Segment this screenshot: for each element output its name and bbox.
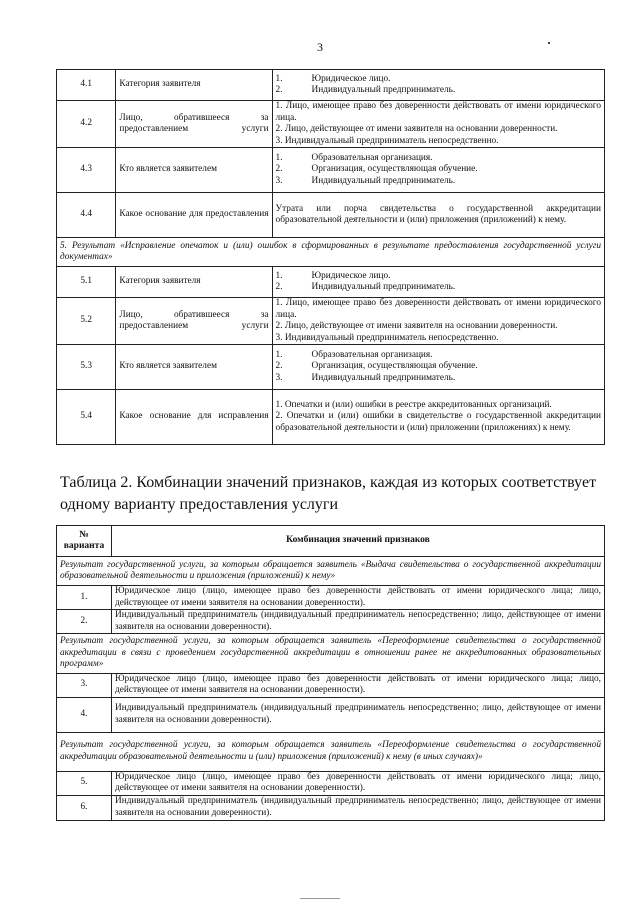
- row-label: [116, 101, 272, 148]
- combination-text: Индивидуальный предприниматель (индивидуальный предприниматель непосредственно; лицо, действующее от имени заявителя на основании доверенности).: [112, 697, 605, 732]
- footer-mark: [300, 898, 340, 899]
- header-variant-number: № варианта: [57, 526, 112, 557]
- combination-text: Индивидуальный предприниматель (индивидуальный предприниматель непосредственно; лицо, действующее от имени заявителя на основании доверенности).: [112, 795, 605, 820]
- list-item-number: 2.: [275, 361, 283, 372]
- row-values: [272, 390, 604, 445]
- row-number: 4.2: [57, 101, 116, 148]
- list-item: [276, 164, 601, 176]
- variant-number: 2.: [57, 610, 112, 634]
- row-label-text: Категория заявителя: [119, 276, 201, 287]
- list-item-text: Индивидуальный предприниматель.: [311, 282, 456, 292]
- table-row: [57, 610, 605, 634]
- section-row: [57, 634, 605, 674]
- list-item-text: Юридическое лицо.: [311, 270, 391, 281]
- section-title: Результат государственной услуги, за которым обращается заявитель «Переоформление свидетельства о государственной аккредитации в связи с проведением государственной аккредитации в отношении ранее не аккредитованных образовательных программ»: [57, 634, 605, 674]
- row-number: 4.3: [57, 148, 116, 193]
- row-number: 4.4: [57, 193, 116, 238]
- list-item: [276, 271, 601, 283]
- list-item-number: 2.: [275, 282, 283, 292]
- value-paragraph: 1. Лицо, имеющее право без доверенности действовать от имени юридического лица.: [275, 101, 601, 123]
- row-number: 4.1: [57, 70, 116, 101]
- value-list: [276, 74, 601, 97]
- table-row: [57, 771, 605, 795]
- list-item-number: 1.: [275, 73, 283, 84]
- row-values: [272, 193, 604, 238]
- list-item: [276, 373, 601, 385]
- combination-text: Юридическое лицо (лицо, имеющее право без доверенности действовать от имени юридического лица; лицо, действующее от имени заявителя на основании доверенности).: [112, 771, 605, 795]
- value-paragraph: 2. Опечатки и (или) ошибки в свидетельстве о государственной аккредитации образовательной деятельности и (или) приложении (приложениях) к нему.: [275, 411, 601, 433]
- value-paragraph: 1. Лицо, имеющее право без доверенности действовать от имени юридического лица.: [275, 298, 601, 320]
- page-number: 3: [317, 40, 323, 54]
- row-label: [116, 345, 272, 390]
- table2-caption: Таблица 2. Комбинации значений признаков, каждая из которых соответствует одному варианту предоставления услуги: [60, 474, 597, 513]
- list-item: [276, 153, 601, 165]
- list-item-text: Индивидуальный предприниматель.: [311, 372, 456, 383]
- list-item-number: 1.: [275, 152, 283, 163]
- table-row: [57, 267, 605, 298]
- row-values: [272, 267, 604, 298]
- row-label: [116, 298, 272, 345]
- value-paragraph: 2. Лицо, действующее от имени заявителя на основании доверенности.: [275, 321, 558, 331]
- row-values: [272, 148, 604, 193]
- header-combination: Комбинация значений признаков: [112, 526, 605, 557]
- list-item-text: Организация, осуществляющая обучение.: [311, 164, 478, 175]
- value-paragraph: 3. Индивидуальный предприниматель непосредственно.: [275, 332, 499, 343]
- section-title: Результат государственной услуги, за которым обращается заявитель «Переоформление свидетельства о государственной аккредитации образовательной деятельности и (или) приложения (приложений) к нему (в иных случаях)»: [57, 732, 605, 771]
- list-item-text: Индивидуальный предприниматель.: [311, 85, 456, 95]
- table-row: [57, 795, 605, 820]
- row-label: [116, 193, 272, 238]
- table-row: [57, 345, 605, 390]
- list-item-number: 1.: [275, 270, 283, 281]
- list-item-number: 3.: [275, 175, 283, 186]
- value-paragraph: Утрата или порча свидетельства о государственной аккредитации образовательной деятельности и (или) приложения (приложений) к нему.: [275, 203, 601, 225]
- table-row: [57, 298, 605, 345]
- table-row: [57, 70, 605, 101]
- row-label: [116, 70, 272, 101]
- combination-text: Индивидуальный предприниматель (индивидуальный предприниматель непосредственно; лицо, действующее от имени заявителя на основании доверенности).: [112, 610, 605, 634]
- value-list: [276, 350, 601, 385]
- list-item-text: Юридическое лицо.: [311, 73, 391, 84]
- variant-number: 1.: [57, 586, 112, 610]
- section-row: [57, 238, 605, 267]
- row-label-text: Кто является заявителем: [119, 361, 217, 372]
- combinations-table: [56, 525, 605, 821]
- row-number: 5.3: [57, 345, 116, 390]
- section-row: [57, 732, 605, 771]
- row-number: 5.4: [57, 390, 116, 445]
- combination-text: Юридическое лицо (лицо, имеющее право без доверенности действовать от имени юридического лица; лицо, действующее от имени заявителя на основании доверенности).: [112, 586, 605, 610]
- section-row: [57, 557, 605, 586]
- row-label: [116, 390, 272, 445]
- list-item-number: 1.: [275, 349, 283, 360]
- value-paragraph: 2. Лицо, действующее от имени заявителя на основании доверенности.: [275, 124, 558, 134]
- table-row: [57, 673, 605, 697]
- row-label: [116, 267, 272, 298]
- list-item: [276, 350, 601, 362]
- row-label-text: Какое основание для исправления: [119, 411, 269, 422]
- table-row: [57, 101, 605, 148]
- list-item: [276, 74, 601, 86]
- row-number: 5.2: [57, 298, 116, 345]
- table-row: [57, 586, 605, 610]
- scan-speck: [548, 42, 550, 44]
- value-paragraph: 1. Опечатки и (или) ошибки в реестре аккредитованных организаций.: [275, 399, 552, 410]
- list-item-number: 2.: [275, 164, 283, 175]
- list-item-text: Образовательная организация.: [311, 152, 433, 163]
- row-label-text: Кто является заявителем: [119, 164, 217, 175]
- table-row: [57, 390, 605, 445]
- list-item-text: Образовательная организация.: [311, 349, 433, 360]
- value-list: [276, 153, 601, 188]
- variant-number: 3.: [57, 673, 112, 697]
- variant-number: 5.: [57, 771, 112, 795]
- list-item: [276, 282, 601, 294]
- row-number: 5.1: [57, 267, 116, 298]
- row-values: [272, 345, 604, 390]
- row-values: [272, 101, 604, 148]
- list-item-number: 3.: [275, 372, 283, 383]
- combination-text: Юридическое лицо (лицо, имеющее право без доверенности действовать от имени юридического лица; лицо, действующее от имени заявителя на основании доверенности).: [112, 673, 605, 697]
- list-item-text: Организация, осуществляющая обучение.: [311, 361, 478, 372]
- list-item: [276, 85, 601, 97]
- list-item-text: Индивидуальный предприниматель.: [311, 175, 456, 186]
- table-header-row: [57, 526, 605, 557]
- criteria-table: [56, 69, 605, 445]
- row-label-text: Лицо, обратившееся за предоставлением услуги: [119, 112, 269, 134]
- value-paragraph: 3. Индивидуальный предприниматель непосредственно.: [275, 135, 499, 146]
- list-item: [276, 361, 601, 373]
- variant-number: 6.: [57, 795, 112, 820]
- table-row: [57, 193, 605, 238]
- value-list: [276, 271, 601, 294]
- variant-number: 4.: [57, 697, 112, 732]
- list-item-number: 2.: [275, 85, 283, 95]
- row-label-text: Лицо, обратившееся за предоставлением услуги: [119, 309, 269, 331]
- row-values: [272, 70, 604, 101]
- row-label-text: Какое основание для предоставления: [119, 209, 269, 220]
- table-row: [57, 148, 605, 193]
- row-values: [272, 298, 604, 345]
- section-title: 5. Результат «Исправление опечаток и (или) ошибок в сформированных в результате предоставления государственной услуги документах»: [57, 238, 605, 267]
- section-title: Результат государственной услуги, за которым обращается заявитель «Выдача свидетельства о государственной аккредитации образовательной деятельности и приложения (приложений) к нему»: [57, 557, 605, 586]
- row-label-text: Категория заявителя: [119, 79, 201, 90]
- row-label: [116, 148, 272, 193]
- list-item: [276, 176, 601, 188]
- table-row: [57, 697, 605, 732]
